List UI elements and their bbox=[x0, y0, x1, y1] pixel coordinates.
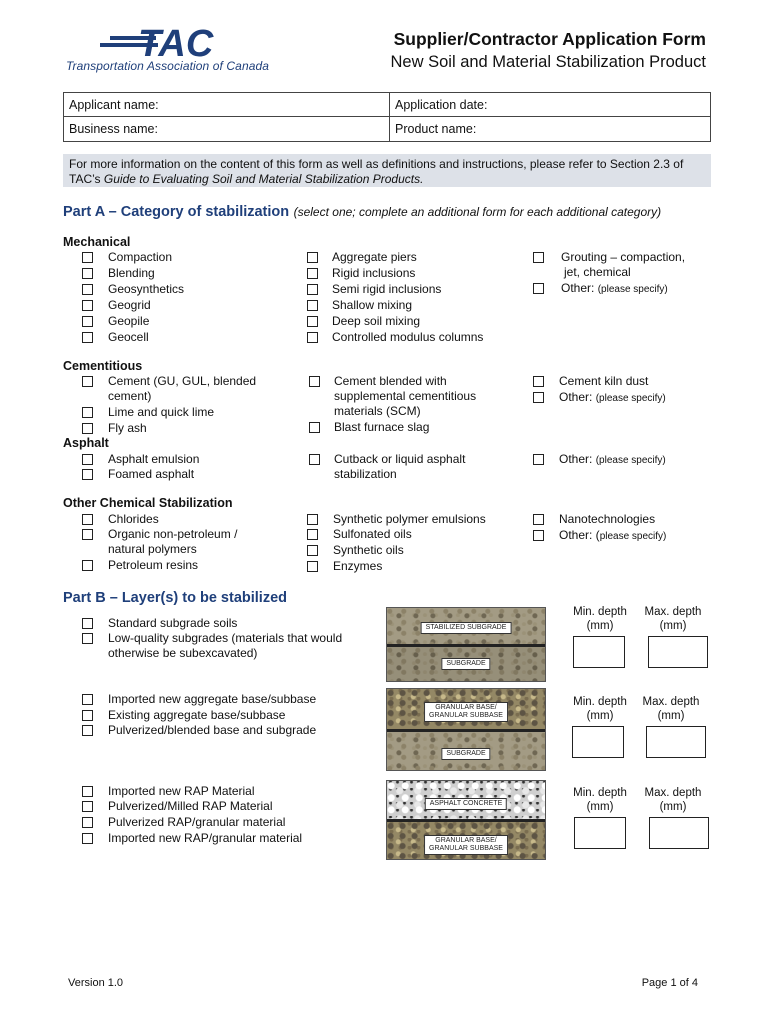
checkbox-chlorides[interactable] bbox=[82, 514, 93, 525]
option-label: Pulverized/blended base and subgrade bbox=[108, 723, 317, 737]
checkbox-controlled-modulus-columns[interactable] bbox=[307, 332, 318, 343]
option-label-cont: natural polymers bbox=[108, 542, 197, 556]
other-label bbox=[559, 528, 666, 545]
info-box bbox=[63, 154, 711, 187]
checkbox-cutback-asphalt[interactable] bbox=[309, 454, 320, 465]
unit-text: (mm) bbox=[586, 620, 614, 632]
option-label-cont: jet, chemical bbox=[564, 265, 631, 279]
image-label-line: GRANULAR SUBBASE bbox=[429, 845, 503, 852]
checkbox-imported-rap[interactable] bbox=[82, 786, 93, 797]
checkbox-lime[interactable] bbox=[82, 407, 93, 418]
checkbox-blast-furnace-slag[interactable] bbox=[309, 422, 320, 433]
part-a-note: (select one; complete an additional form for each additional category) bbox=[293, 205, 662, 219]
checkbox-asphalt-other[interactable] bbox=[533, 454, 544, 465]
other-text: Other: bbox=[561, 281, 595, 295]
option-label: Imported new aggregate base/subbase bbox=[108, 692, 317, 706]
max-depth-text: Max. depth bbox=[644, 787, 702, 799]
option-label: Sulfonated oils bbox=[333, 527, 412, 541]
other-label bbox=[561, 281, 668, 298]
min-depth-input[interactable] bbox=[573, 636, 625, 668]
image-label: SUBGRADE bbox=[441, 748, 490, 760]
max-depth-label bbox=[638, 786, 708, 814]
option-label: Geocell bbox=[108, 330, 149, 344]
other-label bbox=[559, 452, 666, 469]
unit-text: (mm) bbox=[659, 801, 687, 813]
please-specify-note: please specify) bbox=[599, 531, 667, 542]
version-label: Version 1.0 bbox=[68, 977, 124, 989]
info-line-2 bbox=[69, 172, 705, 187]
option-label: Cement (GU, GUL, blended bbox=[108, 374, 257, 388]
please-specify-note: (please specify) bbox=[595, 393, 666, 404]
checkbox-other-chemical-other[interactable] bbox=[533, 530, 544, 541]
option-label: Low-quality subgrades (materials that would bbox=[108, 631, 343, 645]
option-label-cont: cement) bbox=[108, 389, 152, 403]
checkbox-petroleum-resins[interactable] bbox=[82, 560, 93, 571]
group-asphalt: Asphalt bbox=[63, 436, 109, 450]
min-depth-label bbox=[565, 786, 635, 814]
checkbox-geopile[interactable] bbox=[82, 316, 93, 327]
option-label: Synthetic oils bbox=[333, 543, 404, 557]
option-label: Chlorides bbox=[108, 512, 159, 526]
checkbox-fly-ash[interactable] bbox=[82, 423, 93, 434]
checkbox-semi-rigid-inclusions[interactable] bbox=[307, 284, 318, 295]
option-label: Pulverized RAP/granular material bbox=[108, 815, 286, 829]
checkbox-nanotechnologies[interactable] bbox=[533, 514, 544, 525]
other-text: Other: bbox=[559, 390, 593, 404]
part-b-title: Part B – Layer(s) to be stabilized bbox=[63, 590, 288, 606]
option-label: Organic non-petroleum / bbox=[108, 527, 238, 541]
checkbox-sulfonated-oils[interactable] bbox=[307, 529, 318, 540]
checkbox-deep-soil-mixing[interactable] bbox=[307, 316, 318, 327]
option-label: Asphalt emulsion bbox=[108, 452, 200, 466]
unit-text: (mm) bbox=[657, 710, 685, 722]
option-label: Grouting – compaction, bbox=[561, 250, 686, 264]
image-label: STABILIZED SUBGRADE bbox=[421, 622, 512, 634]
checkbox-asphalt-emulsion[interactable] bbox=[82, 454, 93, 465]
other-text: Other: ( bbox=[559, 528, 600, 542]
option-label: Geopile bbox=[108, 314, 150, 328]
checkbox-geocell[interactable] bbox=[82, 332, 93, 343]
max-depth-input[interactable] bbox=[649, 817, 709, 849]
max-depth-text: Max. depth bbox=[642, 696, 700, 708]
checkbox-rigid-inclusions[interactable] bbox=[307, 268, 318, 279]
option-label: Existing aggregate base/subbase bbox=[108, 708, 286, 722]
min-depth-text: Min. depth bbox=[573, 606, 627, 618]
checkbox-existing-aggregate-base[interactable] bbox=[82, 710, 93, 721]
option-label: Aggregate piers bbox=[332, 250, 417, 264]
image-label: SUBGRADE bbox=[441, 658, 490, 670]
application-date-field[interactable]: Application date: bbox=[395, 98, 488, 112]
checkbox-shallow-mixing[interactable] bbox=[307, 300, 318, 311]
option-label: Semi rigid inclusions bbox=[332, 282, 442, 296]
max-depth-text: Max. depth bbox=[644, 606, 702, 618]
max-depth-input[interactable] bbox=[646, 726, 706, 758]
page-title: Supplier/Contractor Application Form bbox=[393, 29, 706, 49]
image-label-line: GRANULAR BASE/ bbox=[435, 704, 497, 711]
checkbox-imported-rap-granular[interactable] bbox=[82, 833, 93, 844]
checkbox-cement[interactable] bbox=[82, 376, 93, 387]
group-cementitious: Cementitious bbox=[63, 359, 143, 373]
min-depth-text: Min. depth bbox=[573, 787, 627, 799]
please-specify-note: (please specify) bbox=[597, 284, 668, 295]
info-line-1: For more information on the content of this form as well as definitions and instructions, please refer to Section 2.3 of bbox=[69, 157, 684, 171]
option-label: Cement kiln dust bbox=[559, 374, 649, 388]
page-subtitle: New Soil and Material Stabilization Product bbox=[390, 53, 706, 71]
option-label: Cutback or liquid asphalt bbox=[334, 452, 466, 466]
guide-title: Guide to Evaluating Soil and Material Stabilization Products. bbox=[103, 172, 424, 186]
option-label: Rigid inclusions bbox=[332, 266, 416, 280]
checkbox-cement-kiln-dust[interactable] bbox=[533, 376, 544, 387]
min-depth-input[interactable] bbox=[572, 726, 624, 758]
checkbox-geosynthetics[interactable] bbox=[82, 284, 93, 295]
checkbox-mechanical-other[interactable] bbox=[533, 283, 544, 294]
please-specify-note: (please specify) bbox=[595, 455, 666, 466]
option-label: Cement blended with bbox=[334, 374, 447, 388]
option-label: Shallow mixing bbox=[332, 298, 413, 312]
max-depth-label bbox=[638, 605, 708, 633]
part-a-title: Part A – Category of stabilization bbox=[63, 204, 290, 220]
checkbox-enzymes[interactable] bbox=[307, 561, 318, 572]
option-label-cont: otherwise be subexcavated) bbox=[108, 646, 258, 660]
unit-text: (mm) bbox=[586, 710, 614, 722]
option-label: Deep soil mixing bbox=[332, 314, 421, 328]
unit-text: (mm) bbox=[659, 620, 687, 632]
checkbox-synthetic-polymer-emulsions[interactable] bbox=[307, 514, 318, 525]
checkbox-blending[interactable] bbox=[82, 268, 93, 279]
min-depth-label bbox=[565, 605, 635, 633]
checkbox-aggregate-piers[interactable] bbox=[307, 252, 318, 263]
option-label: Standard subgrade soils bbox=[108, 616, 238, 630]
checkbox-standard-subgrade[interactable] bbox=[82, 618, 93, 629]
checkbox-imported-aggregate-base[interactable] bbox=[82, 694, 93, 705]
part-a-heading bbox=[63, 203, 661, 221]
option-label: Pulverized/Milled RAP Material bbox=[108, 799, 273, 813]
checkbox-foamed-asphalt[interactable] bbox=[82, 469, 93, 480]
option-label: Synthetic polymer emulsions bbox=[333, 512, 486, 526]
option-label: Blast furnace slag bbox=[334, 420, 430, 434]
checkbox-geogrid[interactable] bbox=[82, 300, 93, 311]
min-depth-label bbox=[565, 695, 635, 723]
option-label: Geosynthetics bbox=[108, 282, 185, 296]
option-label: Compaction bbox=[108, 250, 173, 264]
unit-text: (mm) bbox=[586, 801, 614, 813]
checkbox-organic-non-petroleum[interactable] bbox=[82, 529, 93, 540]
applicant-table bbox=[63, 92, 711, 142]
checkbox-cementitious-other[interactable] bbox=[533, 392, 544, 403]
page-number: Page 1 of 4 bbox=[641, 977, 698, 989]
option-label: Geogrid bbox=[108, 298, 151, 312]
image-label bbox=[424, 702, 508, 722]
image-label-line: GRANULAR SUBBASE bbox=[429, 712, 503, 719]
product-name-field[interactable]: Product name: bbox=[395, 122, 477, 136]
business-name-field[interactable]: Business name: bbox=[69, 122, 158, 136]
option-label: Lime and quick lime bbox=[108, 405, 215, 419]
checkbox-pulverized-milled-rap[interactable] bbox=[82, 801, 93, 812]
checkbox-pulverized-blended-base[interactable] bbox=[82, 725, 93, 736]
option-label-cont: supplemental cementitious bbox=[334, 389, 477, 403]
subgrade-layer-image bbox=[386, 607, 546, 682]
tac-logo bbox=[60, 18, 270, 78]
checkbox-cement-blended-scm[interactable] bbox=[309, 376, 320, 387]
max-depth-label bbox=[636, 695, 706, 723]
max-depth-input[interactable] bbox=[648, 636, 708, 668]
image-label-line: GRANULAR BASE/ bbox=[435, 837, 497, 844]
option-label-cont: materials (SCM) bbox=[334, 404, 421, 418]
min-depth-input[interactable] bbox=[574, 817, 626, 849]
info-line-2-prefix: TAC’s bbox=[69, 172, 104, 186]
option-label: Imported new RAP/granular material bbox=[108, 831, 303, 845]
option-label: Foamed asphalt bbox=[108, 467, 195, 481]
checkbox-compaction[interactable] bbox=[82, 252, 93, 263]
group-mechanical: Mechanical bbox=[63, 235, 131, 249]
tac-logo-mark bbox=[96, 22, 266, 62]
image-label: ASPHALT CONCRETE bbox=[425, 798, 507, 810]
group-other-chemical: Other Chemical Stabilization bbox=[63, 496, 233, 510]
other-label bbox=[559, 390, 666, 407]
other-text: Other: bbox=[559, 452, 593, 466]
option-label: Nanotechnologies bbox=[559, 512, 656, 526]
option-label-cont: stabilization bbox=[334, 467, 397, 481]
checkbox-grouting[interactable] bbox=[533, 252, 544, 263]
checkbox-synthetic-oils[interactable] bbox=[307, 545, 318, 556]
option-label: Controlled modulus columns bbox=[332, 330, 484, 344]
option-label: Blending bbox=[108, 266, 155, 280]
option-label: Imported new RAP Material bbox=[108, 784, 255, 798]
image-label bbox=[424, 835, 508, 855]
option-label: Fly ash bbox=[108, 421, 147, 435]
min-depth-text: Min. depth bbox=[573, 696, 627, 708]
applicant-name-field[interactable]: Applicant name: bbox=[69, 98, 159, 112]
base-layer-image bbox=[386, 688, 546, 771]
logo-letters: TAC bbox=[138, 23, 214, 62]
logo-text: Transportation Association of Canada bbox=[66, 59, 270, 73]
option-label: Enzymes bbox=[333, 559, 383, 573]
checkbox-low-quality-subgrade[interactable] bbox=[82, 633, 93, 644]
option-label: Petroleum resins bbox=[108, 558, 199, 572]
checkbox-pulverized-rap-granular[interactable] bbox=[82, 817, 93, 828]
asphalt-layer-image bbox=[386, 780, 546, 860]
